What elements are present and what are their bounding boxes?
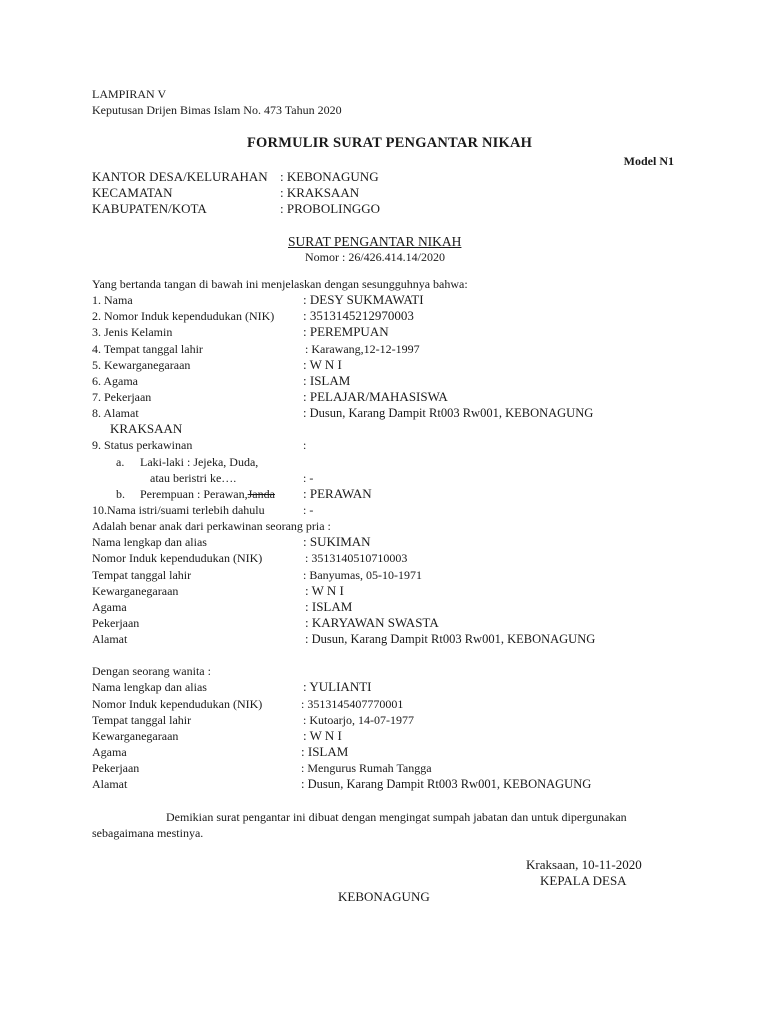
father-ttl-label: Tempat tanggal lahir: [92, 568, 192, 582]
father-alamat-value: : Dusun, Karang Dampit Rt003 Rw001, KEBONAGUNG: [305, 632, 596, 646]
status-b-marker: b.: [116, 487, 125, 501]
father-kw-value: : W N I: [305, 583, 344, 598]
father-intro: Adalah benar anak dari perkawinan seorang pria :: [92, 519, 331, 533]
father-pekerjaan-label: Pekerjaan: [92, 616, 140, 630]
status-a-text: Laki-laki : Jejeka, Duda,: [140, 455, 259, 469]
subject-nik-value: : 3513145212970003: [303, 308, 414, 323]
mother-intro: Dengan seorang wanita :: [92, 664, 211, 678]
subject-alamat-value: : Dusun, Karang Dampit Rt003 Rw001, KEBONAGUNG: [303, 406, 594, 420]
subject-pekerjaan-label: 7. Pekerjaan: [92, 390, 152, 404]
father-pekerjaan-value: : KARYAWAN SWASTA: [305, 615, 439, 630]
subject-alamat-cont: KRAKSAAN: [110, 421, 183, 436]
subject-status-label: 9. Status perkawinan: [92, 438, 193, 452]
status-a-value: : -: [303, 471, 314, 485]
kecamatan-label: KECAMATAN: [92, 185, 173, 200]
mother-kw-value: : W N I: [303, 728, 342, 743]
signature-position: KEPALA DESA: [540, 873, 627, 888]
status-b-value: : PERAWAN: [303, 486, 372, 501]
subject-ttl-value: : Karawang,12-12-1997: [305, 342, 420, 356]
father-nik-label: Nomor Induk kependudukan (NIK): [92, 551, 263, 565]
status-b-text-main: Perempuan : Perawan,: [140, 487, 248, 501]
mother-nik-label: Nomor Induk kependudukan (NIK): [92, 697, 263, 711]
subject-agama-label: 6. Agama: [92, 374, 138, 388]
keputusan: Keputusan Drijen Bimas Islam No. 473 Tahun 2020: [92, 103, 342, 117]
status-a-text2: atau beristri ke….: [150, 471, 237, 485]
kabupaten-label: KABUPATEN/KOTA: [92, 201, 207, 216]
kecamatan-value: : KRAKSAAN: [280, 185, 360, 200]
letter-title: SURAT PENGANTAR NIKAH: [288, 234, 462, 249]
model-label: Model N1: [623, 154, 674, 168]
mother-kw-label: Kewarganegaraan: [92, 729, 179, 743]
letter-intro: Yang bertanda tangan di bawah ini menjelaskan dengan sesungguhnya bahwa:: [92, 277, 468, 291]
mother-nama-label: Nama lengkap dan alias: [92, 680, 207, 694]
signature-village: KEBONAGUNG: [338, 889, 430, 904]
letter-nomor: Nomor : 26/426.414.14/2020: [305, 250, 445, 264]
subject-nama-label: 1. Nama: [92, 293, 133, 307]
status-a-marker: a.: [116, 455, 125, 469]
father-agama-value: : ISLAM: [305, 599, 353, 614]
mother-alamat-value: : Dusun, Karang Dampit Rt003 Rw001, KEBONAGUNG: [301, 777, 592, 791]
desa-value: : KEBONAGUNG: [280, 169, 379, 184]
father-alamat-label: Alamat: [92, 632, 128, 646]
father-ttl-value: : Banyumas, 05-10-1971: [303, 568, 422, 582]
mother-nama-value: : YULIANTI: [303, 679, 372, 694]
father-agama-label: Agama: [92, 600, 127, 614]
signature-place-date: Kraksaan, 10-11-2020: [526, 857, 642, 872]
mother-ttl-value: : Kutoarjo, 14-07-1977: [303, 713, 414, 727]
kabupaten-value: : PROBOLINGGO: [280, 201, 381, 216]
mother-alamat-label: Alamat: [92, 777, 128, 791]
father-kw-label: Kewarganegaraan: [92, 584, 179, 598]
desa-label: KANTOR DESA/KELURAHAN: [92, 169, 268, 184]
mother-pekerjaan-label: Pekerjaan: [92, 761, 140, 775]
subject-kw-value: : W N I: [303, 357, 342, 372]
father-nama-label: Nama lengkap dan alias: [92, 535, 207, 549]
closing-line2: sebagaimana mestinya.: [92, 826, 204, 840]
subject-jk-label: 3. Jenis Kelamin: [92, 325, 173, 339]
subject-nik-label: 2. Nomor Induk kependudukan (NIK): [92, 309, 275, 323]
mother-nik-value: : 3513145407770001: [301, 697, 404, 711]
subject-kw-label: 5. Kewarganegaraan: [92, 358, 191, 372]
subject-alamat-label: 8. Alamat: [92, 406, 139, 420]
form-title: FORMULIR SURAT PENGANTAR NIKAH: [247, 135, 533, 151]
subject-prev-value: : -: [303, 503, 314, 517]
subject-ttl-label: 4. Tempat tanggal lahir: [92, 342, 203, 356]
status-b-strike: Janda: [247, 487, 275, 501]
subject-jk-value: : PEREMPUAN: [303, 324, 389, 339]
mother-agama-value: : ISLAM: [301, 744, 349, 759]
father-nik-value: : 3513140510710003: [305, 551, 408, 565]
subject-pekerjaan-value: : PELAJAR/MAHASISWA: [303, 389, 448, 404]
lampiran: LAMPIRAN V: [92, 87, 167, 101]
subject-nama-value: : DESY SUKMAWATI: [303, 292, 424, 307]
subject-prev-label: 10.Nama istri/suami terlebih dahulu: [92, 503, 265, 517]
father-nama-value: : SUKIMAN: [303, 534, 371, 549]
closing-line1: Demikian surat pengantar ini dibuat dengan mengingat sumpah jabatan dan untuk dipergunakan: [166, 810, 627, 824]
subject-agama-value: : ISLAM: [303, 373, 351, 388]
mother-ttl-label: Tempat tanggal lahir: [92, 713, 192, 727]
status-b-text: [140, 486, 275, 502]
mother-pekerjaan-value: : Mengurus Rumah Tangga: [301, 761, 432, 775]
subject-status-value: :: [303, 438, 307, 452]
mother-agama-label: Agama: [92, 745, 127, 759]
